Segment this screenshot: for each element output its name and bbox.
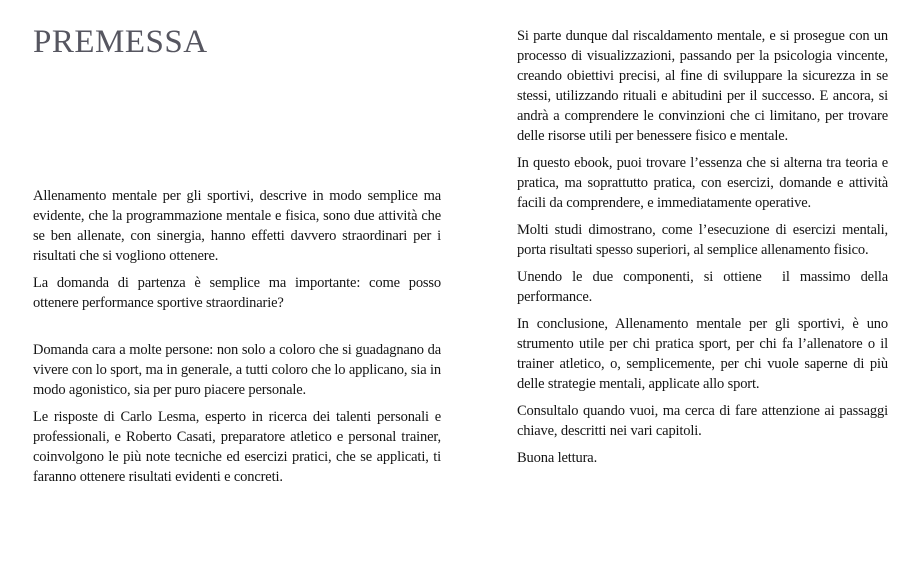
right-paragraph-6: Consultalo quando vuoi, ma cerca di fare attenzione ai passaggi chiave, descritti nei vari capitoli. xyxy=(517,403,888,439)
right-paragraph-4: Unendo le due componenti, si ottiene il massimo della performance. xyxy=(517,269,888,305)
right-paragraph-5: In conclusione, Allenamento mentale per gli sportivi, è uno strumento utile per chi pratica sport, per chi fa l’allenatore o il trainer atletico, o, semplicemente, per chi vuole saperne di più delle strategie mentali, applicate allo sport. xyxy=(517,316,888,392)
left-column xyxy=(33,0,441,494)
left-paragraph-2: La domanda di partenza è semplice ma importante: come posso ottenere performance sportive straordinarie? xyxy=(33,275,441,311)
right-paragraph-1: Si parte dunque dal riscaldamento mentale, e si prosegue con un processo di visualizzazioni, passando per la psicologia vincente, creando obiettivi precisi, al fine di sviluppare la sicurezza in se stessi, utilizzando rituali e abitudini per il successo. E ancora, si andrà a comprendere le convinzioni che ci limitano, per trovare delle risorse utili per benessere fisico e mentale. xyxy=(517,28,888,144)
right-paragraph-3: Molti studi dimostrano, come l’esecuzione di esercizi mentali, porta risultati spesso superiori, al semplice allenamento fisico. xyxy=(517,222,888,258)
right-paragraph-2: In questo ebook, puoi trovare l’essenza che si alterna tra teoria e pratica, ma soprattutto pratica, con esercizi, domande e attività facili da comprendere, e immediatamente operative. xyxy=(517,155,888,211)
left-paragraph-1: Allenamento mentale per gli sportivi, descrive in modo semplice ma evidente, che la programmazione mentale e fisica, sono due attività che se ben allenate, con sinergia, hanno effetti davvero straordinari per i risultati che si vogliono ottenere. xyxy=(33,188,441,264)
left-paragraph-4: Le risposte di Carlo Lesma, esperto in ricerca dei talenti personali e professionali, e Roberto Casati, preparatore atletico e personal trainer, coinvolgono le più note tecniche ed esercizi pratici, che se applicati, ti faranno ottenere risultati evidenti e concreti. xyxy=(33,409,441,485)
title-spacer xyxy=(33,62,441,186)
left-paragraph-3: Domanda cara a molte persone: non solo a coloro che si guadagnano da vivere con lo sport, ma in generale, a tutti coloro che lo applicano, sia in modo agonistico, sia per puro piacere personale. xyxy=(33,342,441,398)
page-title: PREMESSA xyxy=(33,24,208,60)
blank-line-spacer xyxy=(33,320,441,340)
right-column xyxy=(517,0,888,475)
right-paragraph-7: Buona lettura. xyxy=(517,450,598,466)
